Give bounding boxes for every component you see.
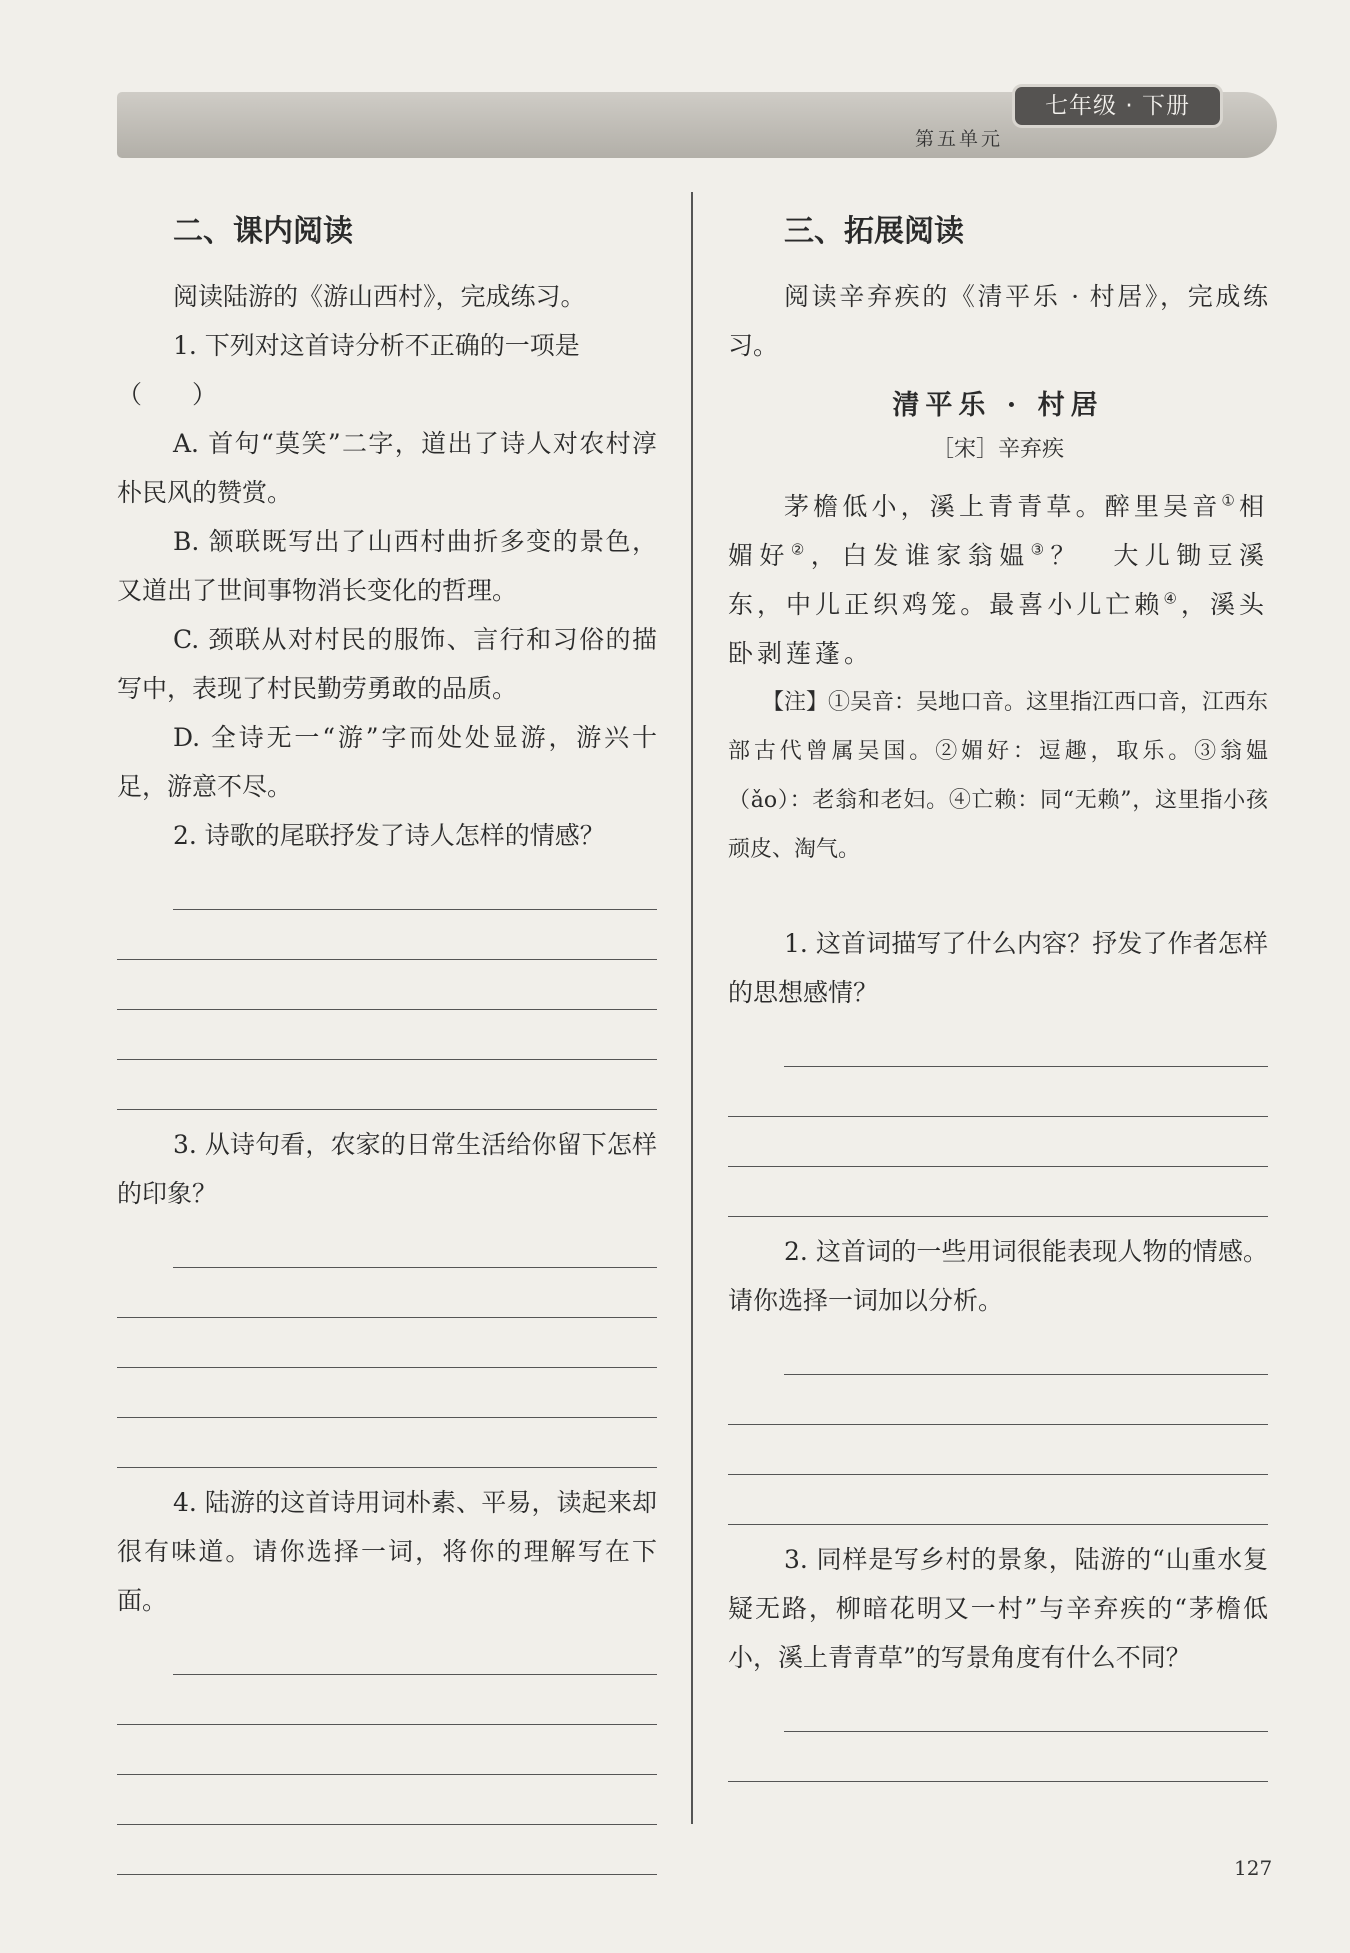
footnote-marker: ② [790, 540, 811, 559]
answer-line[interactable] [117, 1010, 657, 1060]
answer-line[interactable] [117, 1318, 657, 1368]
answer-line[interactable] [784, 1682, 1268, 1732]
poem-notes: 【注】①吴音：吴地口音。这里指江西口音，江西东部古代曾属吴国。②媚好：逗趣，取乐。③翁媪（ǎo）：老翁和老妇。④亡赖：同“无赖”，这里指小孩顽皮、淘气。 [728, 690, 1269, 862]
right-question-2: 2. 这首词的一些用词很能表现人物的情感。请你选择一词加以分析。 [728, 1237, 1268, 1315]
answer-line[interactable] [728, 1167, 1268, 1217]
right-column [728, 200, 1268, 1782]
answer-line[interactable] [728, 1375, 1268, 1425]
footnote-marker: ③ [1030, 540, 1051, 559]
section-title-extended-reading: 三、拓展阅读 [784, 214, 964, 249]
poem-segment: ，白发谁家翁媪 [810, 541, 1031, 570]
answer-line[interactable] [728, 1067, 1268, 1117]
poem-segment: 相媚好 [728, 492, 1268, 570]
answer-line[interactable] [173, 1218, 657, 1268]
right-question-1: 1. 这首词描写了什么内容？抒发了作者怎样的思想感情？ [728, 929, 1268, 1007]
left-question-3: 3. 从诗句看，农家的日常生活给你留下怎样的印象？ [117, 1130, 657, 1208]
left-intro: 阅读陆游的《游山西村》，完成练习。 [173, 282, 586, 311]
poem-segment: ？ 大儿锄豆溪东，中儿正织鸡笼。最喜小儿亡赖 [728, 541, 1268, 619]
answer-line[interactable] [117, 910, 657, 960]
answer-line[interactable] [117, 1418, 657, 1468]
answer-line[interactable] [728, 1732, 1268, 1782]
right-question-3: 3. 同样是写乡村的景象，陆游的“山重水复疑无路，柳暗花明又一村”与辛弃疾的“茅檐低小，溪上青青草”的写景角度有什么不同？ [728, 1545, 1268, 1672]
poem-title: 清平乐 · 村居 [892, 390, 1104, 421]
answer-line[interactable] [728, 1475, 1268, 1525]
answer-line[interactable] [117, 1060, 657, 1110]
answer-line[interactable] [173, 1625, 657, 1675]
unit-label: 第五单元 [915, 128, 1004, 150]
left-column [117, 200, 657, 1875]
grade-tab: 七年级 · 下册 [1012, 84, 1223, 128]
answer-line[interactable] [728, 1425, 1268, 1475]
poem-segment: ，溪头卧剥莲蓬。 [728, 590, 1268, 668]
answer-line[interactable] [784, 1017, 1268, 1067]
answer-line[interactable] [784, 1325, 1268, 1375]
option-c: C. 颈联从对村民的服饰、言行和习俗的描写中，表现了村民勤劳勇敢的品质。 [117, 625, 657, 703]
answer-line[interactable] [117, 1368, 657, 1418]
option-d: D. 全诗无一“游”字而处处显游，游兴十足，游意不尽。 [117, 723, 657, 801]
answer-line[interactable] [117, 1725, 657, 1775]
answer-line[interactable] [173, 860, 657, 910]
option-a: A. 首句“莫笑”二字，道出了诗人对农村淳朴民风的赞赏。 [117, 429, 657, 507]
footnote-marker: ① [1221, 491, 1239, 510]
footnote-marker: ④ [1163, 589, 1181, 608]
answer-line[interactable] [117, 1268, 657, 1318]
answer-line[interactable] [728, 1117, 1268, 1167]
column-divider [691, 192, 693, 1824]
left-question-2: 2. 诗歌的尾联抒发了诗人怎样的情感？ [173, 821, 605, 850]
page-number: 127 [1234, 1856, 1273, 1880]
option-b: B. 颔联既写出了山西村曲折多变的景色，又道出了世间事物消长变化的哲理。 [117, 527, 657, 605]
poem-segment: 茅檐低小，溪上青青草。醉里吴音 [784, 492, 1222, 521]
section-title-in-class-reading: 二、课内阅读 [173, 214, 353, 249]
answer-line[interactable] [117, 1825, 657, 1875]
answer-bracket: （ ） [117, 380, 218, 409]
answer-line[interactable] [117, 1775, 657, 1825]
poem-text [728, 482, 1268, 678]
answer-line[interactable] [117, 1675, 657, 1725]
left-question-4: 4. 陆游的这首诗用词朴素、平易，读起来却很有味道。请你选择一词，将你的理解写在下面。 [117, 1488, 657, 1615]
left-question-1: 1. 下列对这首诗分析不正确的一项是 [173, 331, 580, 360]
poem-author: ［宋］辛弃疾 [931, 437, 1064, 462]
answer-line[interactable] [117, 960, 657, 1010]
right-intro: 阅读辛弃疾的《清平乐 · 村居》，完成练习。 [728, 282, 1268, 360]
